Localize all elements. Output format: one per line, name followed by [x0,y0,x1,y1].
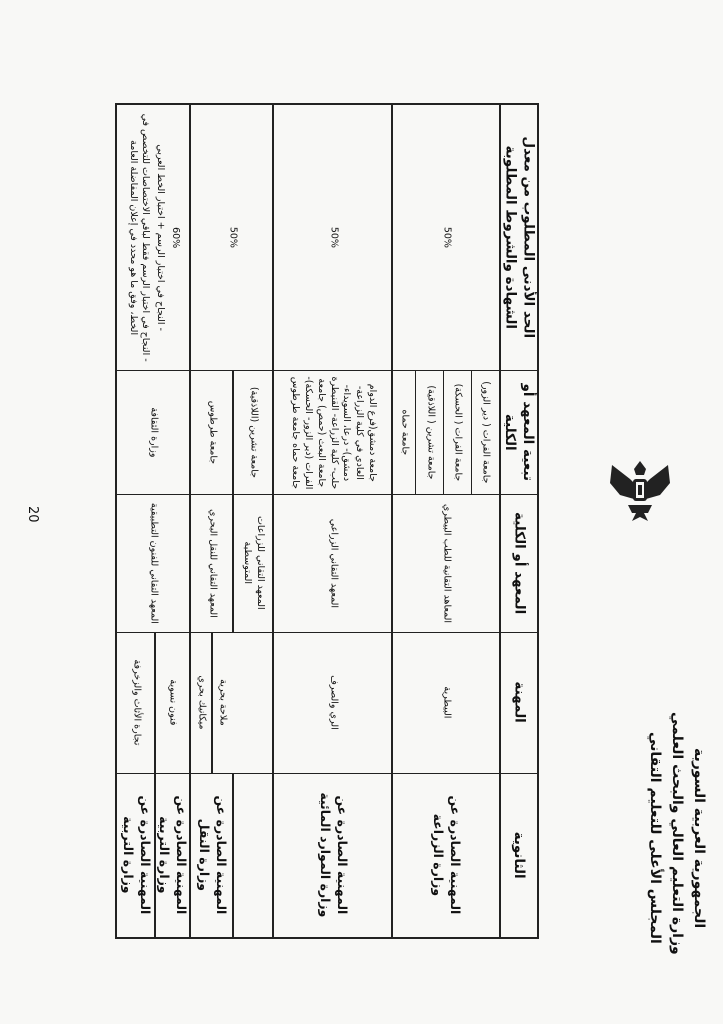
header-affiliation: تبعية المعهد أو الكلية [502,383,537,481]
row2-affiliation: جامعة دمشق(فرع الدوام العادي في كلية الزراعة- دمشق)- درعا، السويداء- حلب- كلية الزراعة- القنيطرة جامعة البعث (حمص) جامعة الفرات (دير الزور- الحسكة)- جامعة حماه جامعة طرطوس [289,375,378,490]
row3-min-rate: 50% [226,226,238,249]
row4-min-rate [117,105,189,370]
row4-institute: المعهد التقاني للفنون التطبيقية [148,502,160,624]
row1-affiliation-3: جامعة تشرين ( اللاذقية) [424,385,436,480]
row1-affiliation-1: جامعة الفرات ( دير الزور) [480,381,492,484]
row3-institute-mediterranean: المعهد التقاني للزراعات المتوسطية [241,516,266,610]
row1-profession: البيطرية [441,686,453,719]
row2-profession: الري والصرف [327,675,339,730]
header-secondary: الثانوية [511,831,528,879]
header-line-2: وزارة التعليم العالي والبحث العلمي [669,712,685,955]
row5-profession: تجارة الأثاث والزخرفة [130,659,142,746]
row3-profession-2: ميكانيك بحري [196,675,208,730]
row1-affiliation-4: جامعة حماه [399,409,411,456]
row4-affiliation: وزارة الثقافة [148,407,160,458]
row4-rate-value: 60% [169,226,181,249]
row1-min-rate: 50% [441,226,453,249]
row3-affiliation-tishreen: جامعة تشرين (اللاذقية) [247,386,259,479]
row4-profession: فنون نسوية [166,679,178,726]
row4-secondary: المهنية الصادرة عن وزارة التربية [156,795,189,915]
row5-secondary: المهنية الصادرة عن وزارة التربية [120,795,153,915]
row1-secondary: المهنية الصادرة عن وزارة الزراعة [431,795,463,915]
header-line-1: الجمهورية العربية السورية [691,748,707,929]
row3-institute: المعهد التقاني للنقل البحري [206,508,218,618]
row3-affiliation: جامعة طرطوس [206,400,218,465]
row2-secondary: المهنية الصادرة عن وزارة الموارد المائية [317,792,350,918]
header-institute: المعهد أو الكلية [511,511,528,615]
row2-min-rate: 50% [327,226,339,249]
header-profession: المهنة [511,681,528,724]
row3-profession-1: ملاحة بحرية [216,679,228,726]
header-line-3: المجلس الأعلى للتعليم التقاني [647,732,663,944]
row4-condition-2: - النجاح في اختبار الرسم فقط لباقي الاختصاصات للتخصص في الخط، وفق ما هو محدد في إعلان المفاضلة العامة [127,113,151,362]
row4-condition-1: - النجاح في اختبار الرسم + اختبار الخط العربي [154,144,166,331]
page-number: 20 [25,506,40,523]
row1-institute: المعاهد التقانية للطب البيطري [441,503,453,623]
row3-secondary: المهنية الصادرة عن وزارة النقل [196,795,229,915]
row2-institute: المعهد التقاني الزراعي [327,518,339,608]
row1-affiliation-2: جامعة الفرات ( الحسكة) [452,383,464,482]
header-min-rate: الحد الأدنى المطلوب من معدل الشهادة والشروط المطلوبة [502,136,537,339]
